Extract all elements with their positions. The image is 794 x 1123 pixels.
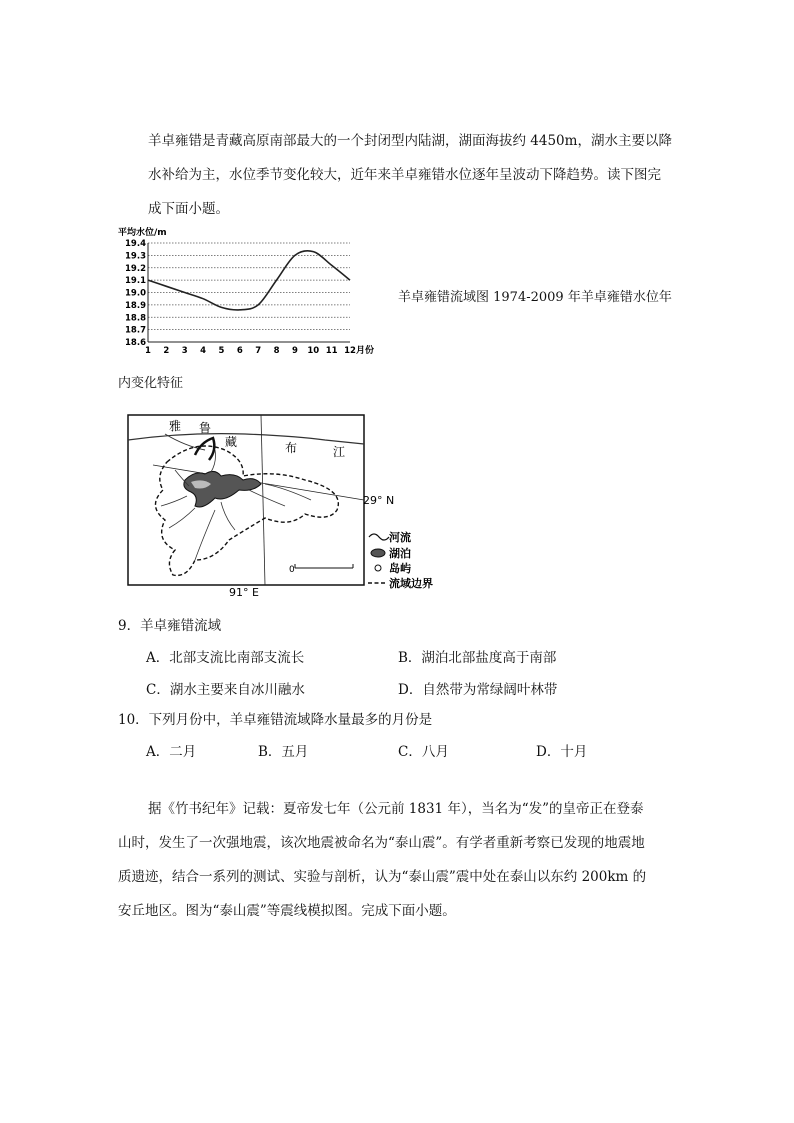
chart-xtick-label: 5 — [218, 346, 225, 356]
basin-map — [125, 410, 445, 600]
water-level-chart — [118, 226, 388, 360]
chart-xtick-label: 1 — [145, 346, 151, 356]
passage1-line3: 成下面小题。 — [148, 201, 229, 217]
legend-lake-icon — [371, 549, 385, 557]
chart-ytick-label: 19.1 — [125, 276, 146, 287]
basin-map-svg — [125, 410, 445, 600]
q10-option-b: B．五月 — [258, 744, 309, 760]
chart-xtick-label: 8 — [273, 346, 280, 356]
figure-caption-part1: 羊卓雍错流域图 1974-2009 年羊卓雍错水位年 — [398, 290, 672, 305]
chart-ytick-label: 18.8 — [125, 313, 146, 324]
legend-island-icon — [375, 565, 381, 571]
q9-option-a: A．北部支流比南部支流长 — [146, 650, 305, 666]
q10-option-c: C．八月 — [398, 744, 449, 760]
chart-xtick-label: 9 — [291, 346, 298, 356]
figure-caption-part2: 内变化特征 — [118, 376, 184, 391]
chart-xtick-label: 2 — [163, 346, 170, 356]
chart-xtick-label: 6 — [236, 346, 243, 356]
longitude-label: 91° E — [229, 586, 259, 599]
q9-stem: 9．羊卓雍错流域 — [118, 618, 222, 634]
chart-xtick-label: 12 — [344, 346, 356, 356]
river-char-2: 鲁 — [199, 421, 212, 435]
passage1-line1: 羊卓雍错是青藏高原南部最大的一个封闭型内陆湖，湖面海拔约 4450m，湖水主要以降 — [148, 133, 672, 149]
river-char-1: 雅 — [169, 419, 182, 433]
passage2-line1: 据《竹书纪年》记载：夏帝发七年（公元前 1831 年），当名为“发”的皇帝正在登泰 — [148, 801, 644, 817]
q9-option-b: B．湖泊北部盐度高于南部 — [398, 650, 557, 666]
chart-ytick-label: 18.9 — [125, 300, 146, 311]
legend-river-icon — [369, 534, 389, 540]
q9-option-c: C．湖水主要来自冰川融水 — [146, 682, 305, 698]
legend-boundary-label: 流域边界 — [389, 577, 433, 590]
chart-xtick-label: 7 — [255, 346, 262, 356]
chart-ytick-label: 19.4 — [125, 239, 146, 249]
chart-xtick-label: 10 — [307, 346, 320, 356]
passage2-line4: 安丘地区。图为“泰山震”等震线模拟图。完成下面小题。 — [118, 903, 456, 919]
q10-option-a: A．二月 — [146, 744, 197, 760]
chart-xtick-label: 11 — [325, 346, 338, 356]
river-char-5: 江 — [333, 445, 346, 459]
q10-option-d: D．十月 — [536, 744, 588, 760]
latitude-label: 29° N — [363, 494, 395, 507]
water-level-chart-svg — [118, 226, 388, 360]
chart-ytick-label: 19.2 — [125, 263, 146, 274]
chart-xtick-label: 3 — [181, 346, 188, 356]
river-char-4: 布 — [285, 441, 298, 455]
legend-island-label: 岛屿 — [389, 562, 411, 575]
legend-lake-label: 湖泊 — [389, 547, 411, 560]
chart-xtick-label: 4 — [200, 346, 207, 356]
passage1-line2: 水补给为主，水位季节变化较大，近年来羊卓雍错水位逐年呈波动下降趋势。读下图完 — [148, 167, 661, 183]
passage2-line2: 山时，发生了一次强地震，该次地震被命名为“泰山震”。有学者重新考察已发现的地震地 — [118, 835, 645, 851]
q9-option-d: D．自然带为常绿阔叶林带 — [398, 682, 558, 698]
chart-ylabel: 平均水位/m — [118, 228, 167, 238]
chart-ytick-label: 19.3 — [125, 251, 146, 262]
chart-ytick-label: 18.6 — [125, 338, 146, 348]
chart-ytick-label: 18.7 — [125, 325, 146, 336]
river-char-3: 藏 — [225, 435, 238, 449]
chart-xlabel: 月份 — [356, 346, 375, 356]
legend-river-label: 河流 — [389, 531, 411, 544]
passage2-line3: 质遗迹，结合一系列的测试、实验与剖析，认为“泰山震”震中处在泰山以东约 200km 的 — [118, 869, 647, 885]
scale-zero: 0 — [289, 565, 295, 575]
chart-ytick-label: 19.0 — [125, 288, 146, 299]
q10-stem: 10．下列月份中，羊卓雍错流域降水量最多的月份是 — [118, 712, 433, 728]
